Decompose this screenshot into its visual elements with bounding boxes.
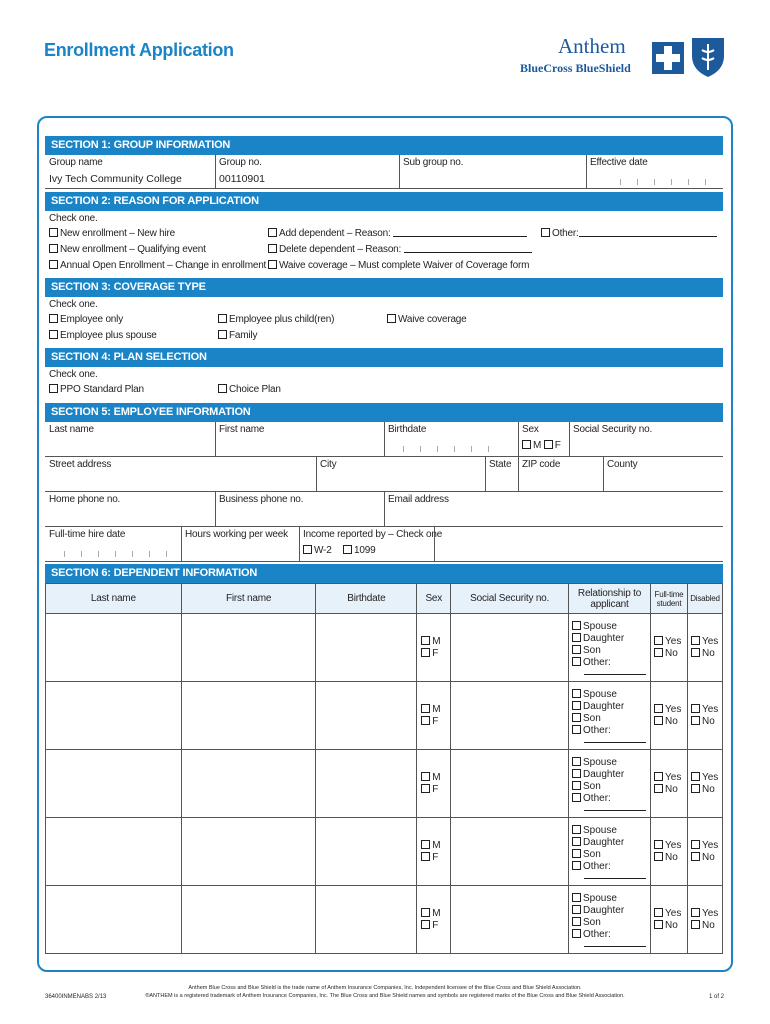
checkbox[interactable] — [654, 716, 663, 725]
section-1-header: SECTION 1: GROUP INFORMATION — [45, 136, 723, 155]
dep-relationship-cell[interactable]: Spouse Daughter Son Other: — [569, 614, 651, 682]
page-number: 1 of 2 — [709, 994, 725, 1000]
dep-disabled-cell[interactable]: Yes No — [687, 750, 722, 818]
cross-shield-icon — [652, 36, 728, 78]
option-qualifying-event[interactable]: New enrollment – Qualifying event — [49, 244, 206, 255]
dependent-header-row — [46, 584, 723, 614]
checkbox[interactable] — [691, 704, 700, 713]
employee-name-row — [45, 422, 723, 457]
page-title: Enrollment Application — [44, 40, 234, 60]
sub-group-label: Sub group no. — [403, 157, 464, 168]
birthdate-field[interactable] — [403, 444, 489, 452]
col-relationship: Relationship to applicant — [569, 584, 651, 614]
col-sex: Sex — [417, 584, 451, 614]
hours-label: Hours working per week — [185, 529, 288, 540]
checkbox[interactable] — [654, 648, 663, 657]
col-full-time-student: Full-time student — [651, 584, 688, 614]
checkbox[interactable] — [572, 781, 581, 790]
dep-first-name-cell[interactable] — [181, 750, 316, 818]
form-code: 36400INMENABS 2/13 — [45, 994, 107, 1000]
checkbox[interactable] — [572, 621, 581, 630]
employee-employment-row — [45, 527, 723, 562]
dep-student-cell[interactable]: Yes No — [651, 614, 688, 682]
city-label: City — [320, 459, 337, 470]
sex-label: Sex — [522, 424, 539, 435]
option-delete-dependent[interactable]: Delete dependent – Reason: — [268, 244, 532, 255]
section-2-header: SECTION 2: REASON FOR APPLICATION — [45, 192, 723, 211]
effective-date-label: Effective date — [590, 157, 648, 168]
table-row — [46, 614, 723, 682]
checkbox[interactable] — [49, 260, 58, 269]
checkbox[interactable] — [691, 636, 700, 645]
checkbox[interactable] — [654, 852, 663, 861]
dep-birthdate-cell[interactable] — [316, 614, 417, 682]
group-no-label: Group no. — [219, 157, 262, 168]
income-w2-option[interactable]: W-2 — [303, 545, 332, 556]
checkbox[interactable] — [572, 757, 581, 766]
dep-student-cell[interactable]: Yes No — [651, 682, 688, 750]
other-relationship-field[interactable] — [584, 669, 646, 675]
other-relationship-field[interactable] — [584, 737, 646, 743]
dep-birthdate-cell[interactable] — [316, 750, 417, 818]
business-phone-label: Business phone no. — [219, 494, 304, 505]
checkbox[interactable] — [268, 244, 277, 253]
checkbox[interactable] — [691, 920, 700, 929]
checkbox[interactable] — [691, 716, 700, 725]
dep-relationship-cell[interactable]: Spouse Daughter Son Other: — [569, 886, 651, 954]
last-name-label: Last name — [49, 424, 94, 435]
col-disabled: Disabled — [687, 584, 722, 614]
checkbox[interactable] — [218, 314, 227, 323]
other-relationship-field[interactable] — [584, 941, 646, 947]
checkbox[interactable] — [421, 852, 430, 861]
footer-legal — [0, 984, 770, 1000]
checkbox[interactable] — [691, 908, 700, 917]
checkbox[interactable] — [691, 784, 700, 793]
checkbox[interactable] — [218, 384, 227, 393]
dep-last-name-cell[interactable] — [46, 614, 182, 682]
dep-ssn-cell[interactable] — [451, 750, 569, 818]
checkbox[interactable] — [572, 917, 581, 926]
checkbox[interactable] — [691, 772, 700, 781]
checkbox[interactable] — [572, 837, 581, 846]
section-3-header: SECTION 3: COVERAGE TYPE — [45, 278, 723, 297]
group-name-value[interactable]: Ivy Tech Community College — [49, 173, 182, 185]
birthdate-label: Birthdate — [388, 424, 427, 435]
dep-relationship-cell[interactable]: Spouse Daughter Son Other: — [569, 682, 651, 750]
checkbox[interactable] — [421, 840, 430, 849]
checkbox[interactable] — [572, 849, 581, 858]
checkbox[interactable] — [572, 725, 581, 734]
checkbox[interactable] — [421, 920, 430, 929]
section-4-header: SECTION 4: PLAN SELECTION — [45, 348, 723, 367]
dep-ssn-cell[interactable] — [451, 682, 569, 750]
dep-last-name-cell[interactable] — [46, 682, 182, 750]
anthem-logo — [520, 34, 730, 80]
checkbox[interactable] — [572, 689, 581, 698]
checkbox[interactable] — [691, 840, 700, 849]
dep-student-cell[interactable]: Yes No — [651, 750, 688, 818]
checkbox[interactable] — [49, 244, 58, 253]
group-no-value[interactable]: 00110901 — [219, 173, 265, 185]
email-label: Email address — [388, 494, 449, 505]
checkbox[interactable] — [49, 228, 58, 237]
option-employee-only[interactable]: Employee only — [49, 314, 123, 325]
dep-first-name-cell[interactable] — [181, 818, 316, 886]
checkbox[interactable] — [421, 772, 430, 781]
checkbox[interactable] — [218, 330, 227, 339]
footer-line-2: ®ANTHEM is a registered trademark of Anthem Insurance Companies, Inc. The Blue Cross and Blue Shield names and symbols are registered marks of the Blue Cross and Blue Shield Association. — [145, 993, 625, 999]
dep-disabled-cell[interactable]: Yes No — [687, 886, 722, 954]
dep-ssn-cell[interactable] — [451, 818, 569, 886]
checkbox[interactable] — [421, 636, 430, 645]
dep-sex-cell[interactable]: M F — [417, 682, 451, 750]
checkbox[interactable] — [522, 440, 531, 449]
option-employee-children[interactable]: Employee plus child(ren) — [218, 314, 334, 325]
checkbox[interactable] — [572, 825, 581, 834]
state-label: State — [489, 459, 512, 470]
dep-sex-cell[interactable]: M F — [417, 750, 451, 818]
hire-date-field[interactable] — [64, 549, 167, 557]
checkbox[interactable] — [654, 704, 663, 713]
footer-line-1: Anthem Blue Cross and Blue Shield is the trade name of Anthem Insurance Companies, Inc. Independent licensee of the Blue Cross and Blue Shield Association. — [188, 985, 582, 991]
dependent-table — [45, 583, 723, 954]
check-one-label: Check one. — [49, 299, 98, 310]
dep-sex-cell[interactable]: M F — [417, 614, 451, 682]
option-waive[interactable]: Waive coverage — [387, 314, 467, 325]
checkbox[interactable] — [303, 545, 312, 554]
option-other[interactable]: Other: — [541, 228, 717, 239]
dep-ssn-cell[interactable] — [451, 614, 569, 682]
dep-relationship-cell[interactable]: Spouse Daughter Son Other: — [569, 818, 651, 886]
col-birthdate: Birthdate — [316, 584, 417, 614]
table-row — [46, 682, 723, 750]
checkbox[interactable] — [572, 701, 581, 710]
section-5-header: SECTION 5: EMPLOYEE INFORMATION — [45, 403, 723, 422]
checkbox[interactable] — [544, 440, 553, 449]
checkbox[interactable] — [572, 713, 581, 722]
col-ssn: Social Security no. — [451, 584, 569, 614]
street-label: Street address — [49, 459, 112, 470]
checkbox[interactable] — [421, 704, 430, 713]
dep-first-name-cell[interactable] — [181, 614, 316, 682]
checkbox[interactable] — [343, 545, 352, 554]
income-1099-option[interactable]: 1099 — [343, 545, 375, 556]
check-one-label: Check one. — [49, 369, 98, 380]
zip-label: ZIP code — [522, 459, 561, 470]
table-row — [46, 750, 723, 818]
checkbox[interactable] — [572, 893, 581, 902]
option-family[interactable]: Family — [218, 330, 257, 341]
table-row — [46, 818, 723, 886]
section-6-header: SECTION 6: DEPENDENT INFORMATION — [45, 564, 723, 583]
dep-disabled-cell[interactable]: Yes No — [687, 818, 722, 886]
checkbox[interactable] — [572, 633, 581, 642]
col-last-name: Last name — [46, 584, 182, 614]
group-name-label: Group name — [49, 157, 103, 168]
col-first-name: First name — [181, 584, 316, 614]
checkbox[interactable] — [691, 648, 700, 657]
logo-subtitle: BlueCross BlueShield — [520, 61, 631, 75]
county-label: County — [607, 459, 638, 470]
dep-birthdate-cell[interactable] — [316, 886, 417, 954]
dep-ssn-cell[interactable] — [451, 886, 569, 954]
checkbox[interactable] — [572, 793, 581, 802]
checkbox[interactable] — [572, 769, 581, 778]
checkbox[interactable] — [572, 861, 581, 870]
checkbox[interactable] — [541, 228, 550, 237]
other-reason-field[interactable] — [579, 228, 717, 237]
checkbox[interactable] — [654, 772, 663, 781]
group-info-row — [45, 155, 723, 189]
checkbox[interactable] — [268, 228, 277, 237]
option-open-enrollment[interactable]: Annual Open Enrollment – Change in enrollment — [49, 260, 266, 271]
option-new-hire[interactable]: New enrollment – New hire — [49, 228, 175, 239]
checkbox[interactable] — [421, 784, 430, 793]
checkbox[interactable] — [268, 260, 277, 269]
employee-contact-row — [45, 492, 723, 527]
checkbox[interactable] — [691, 852, 700, 861]
sex-options[interactable]: M F — [522, 440, 561, 451]
dep-last-name-cell[interactable] — [46, 886, 182, 954]
checkbox[interactable] — [421, 648, 430, 657]
checkbox[interactable] — [654, 920, 663, 929]
option-add-dependent[interactable]: Add dependent – Reason: — [268, 228, 527, 239]
dep-sex-cell[interactable]: M F — [417, 818, 451, 886]
dep-student-cell[interactable]: Yes No — [651, 886, 688, 954]
checkbox[interactable] — [654, 840, 663, 849]
checkbox[interactable] — [421, 716, 430, 725]
dep-student-cell[interactable]: Yes No — [651, 818, 688, 886]
check-one-label: Check one. — [49, 213, 98, 224]
other-relationship-field[interactable] — [584, 873, 646, 879]
other-relationship-field[interactable] — [584, 805, 646, 811]
checkbox[interactable] — [654, 784, 663, 793]
income-label: Income reported by – Check one — [303, 529, 443, 540]
option-employee-spouse[interactable]: Employee plus spouse — [49, 330, 157, 341]
option-waive-coverage[interactable]: Waive coverage – Must complete Waiver of Coverage form — [268, 260, 529, 271]
dep-first-name-cell[interactable] — [181, 886, 316, 954]
dep-disabled-cell[interactable]: Yes No — [687, 614, 722, 682]
checkbox[interactable] — [654, 908, 663, 917]
dep-last-name-cell[interactable] — [46, 818, 182, 886]
effective-date-field[interactable] — [620, 177, 706, 185]
dep-birthdate-cell[interactable] — [316, 682, 417, 750]
home-phone-label: Home phone no. — [49, 494, 121, 505]
dep-disabled-cell[interactable]: Yes No — [687, 682, 722, 750]
checkbox[interactable] — [654, 636, 663, 645]
dep-relationship-cell[interactable]: Spouse Daughter Son Other: — [569, 750, 651, 818]
dep-first-name-cell[interactable] — [181, 682, 316, 750]
checkbox[interactable] — [572, 905, 581, 914]
dep-birthdate-cell[interactable] — [316, 818, 417, 886]
checkbox[interactable] — [572, 645, 581, 654]
option-choice-plan[interactable]: Choice Plan — [218, 384, 281, 395]
checkbox[interactable] — [49, 330, 58, 339]
first-name-label: First name — [219, 424, 265, 435]
checkbox[interactable] — [572, 929, 581, 938]
checkbox[interactable] — [49, 384, 58, 393]
dep-sex-cell[interactable]: M F — [417, 886, 451, 954]
checkbox[interactable] — [49, 314, 58, 323]
checkbox[interactable] — [572, 657, 581, 666]
checkbox[interactable] — [387, 314, 396, 323]
ssn-label: Social Security no. — [573, 424, 653, 435]
option-ppo-standard[interactable]: PPO Standard Plan — [49, 384, 144, 395]
add-reason-field[interactable] — [393, 228, 527, 237]
logo-brand: Anthem — [558, 34, 626, 58]
hire-date-label: Full-time hire date — [49, 529, 126, 540]
delete-reason-field[interactable] — [404, 244, 532, 253]
employee-address-row — [45, 457, 723, 492]
table-row — [46, 886, 723, 954]
dep-last-name-cell[interactable] — [46, 750, 182, 818]
checkbox[interactable] — [421, 908, 430, 917]
